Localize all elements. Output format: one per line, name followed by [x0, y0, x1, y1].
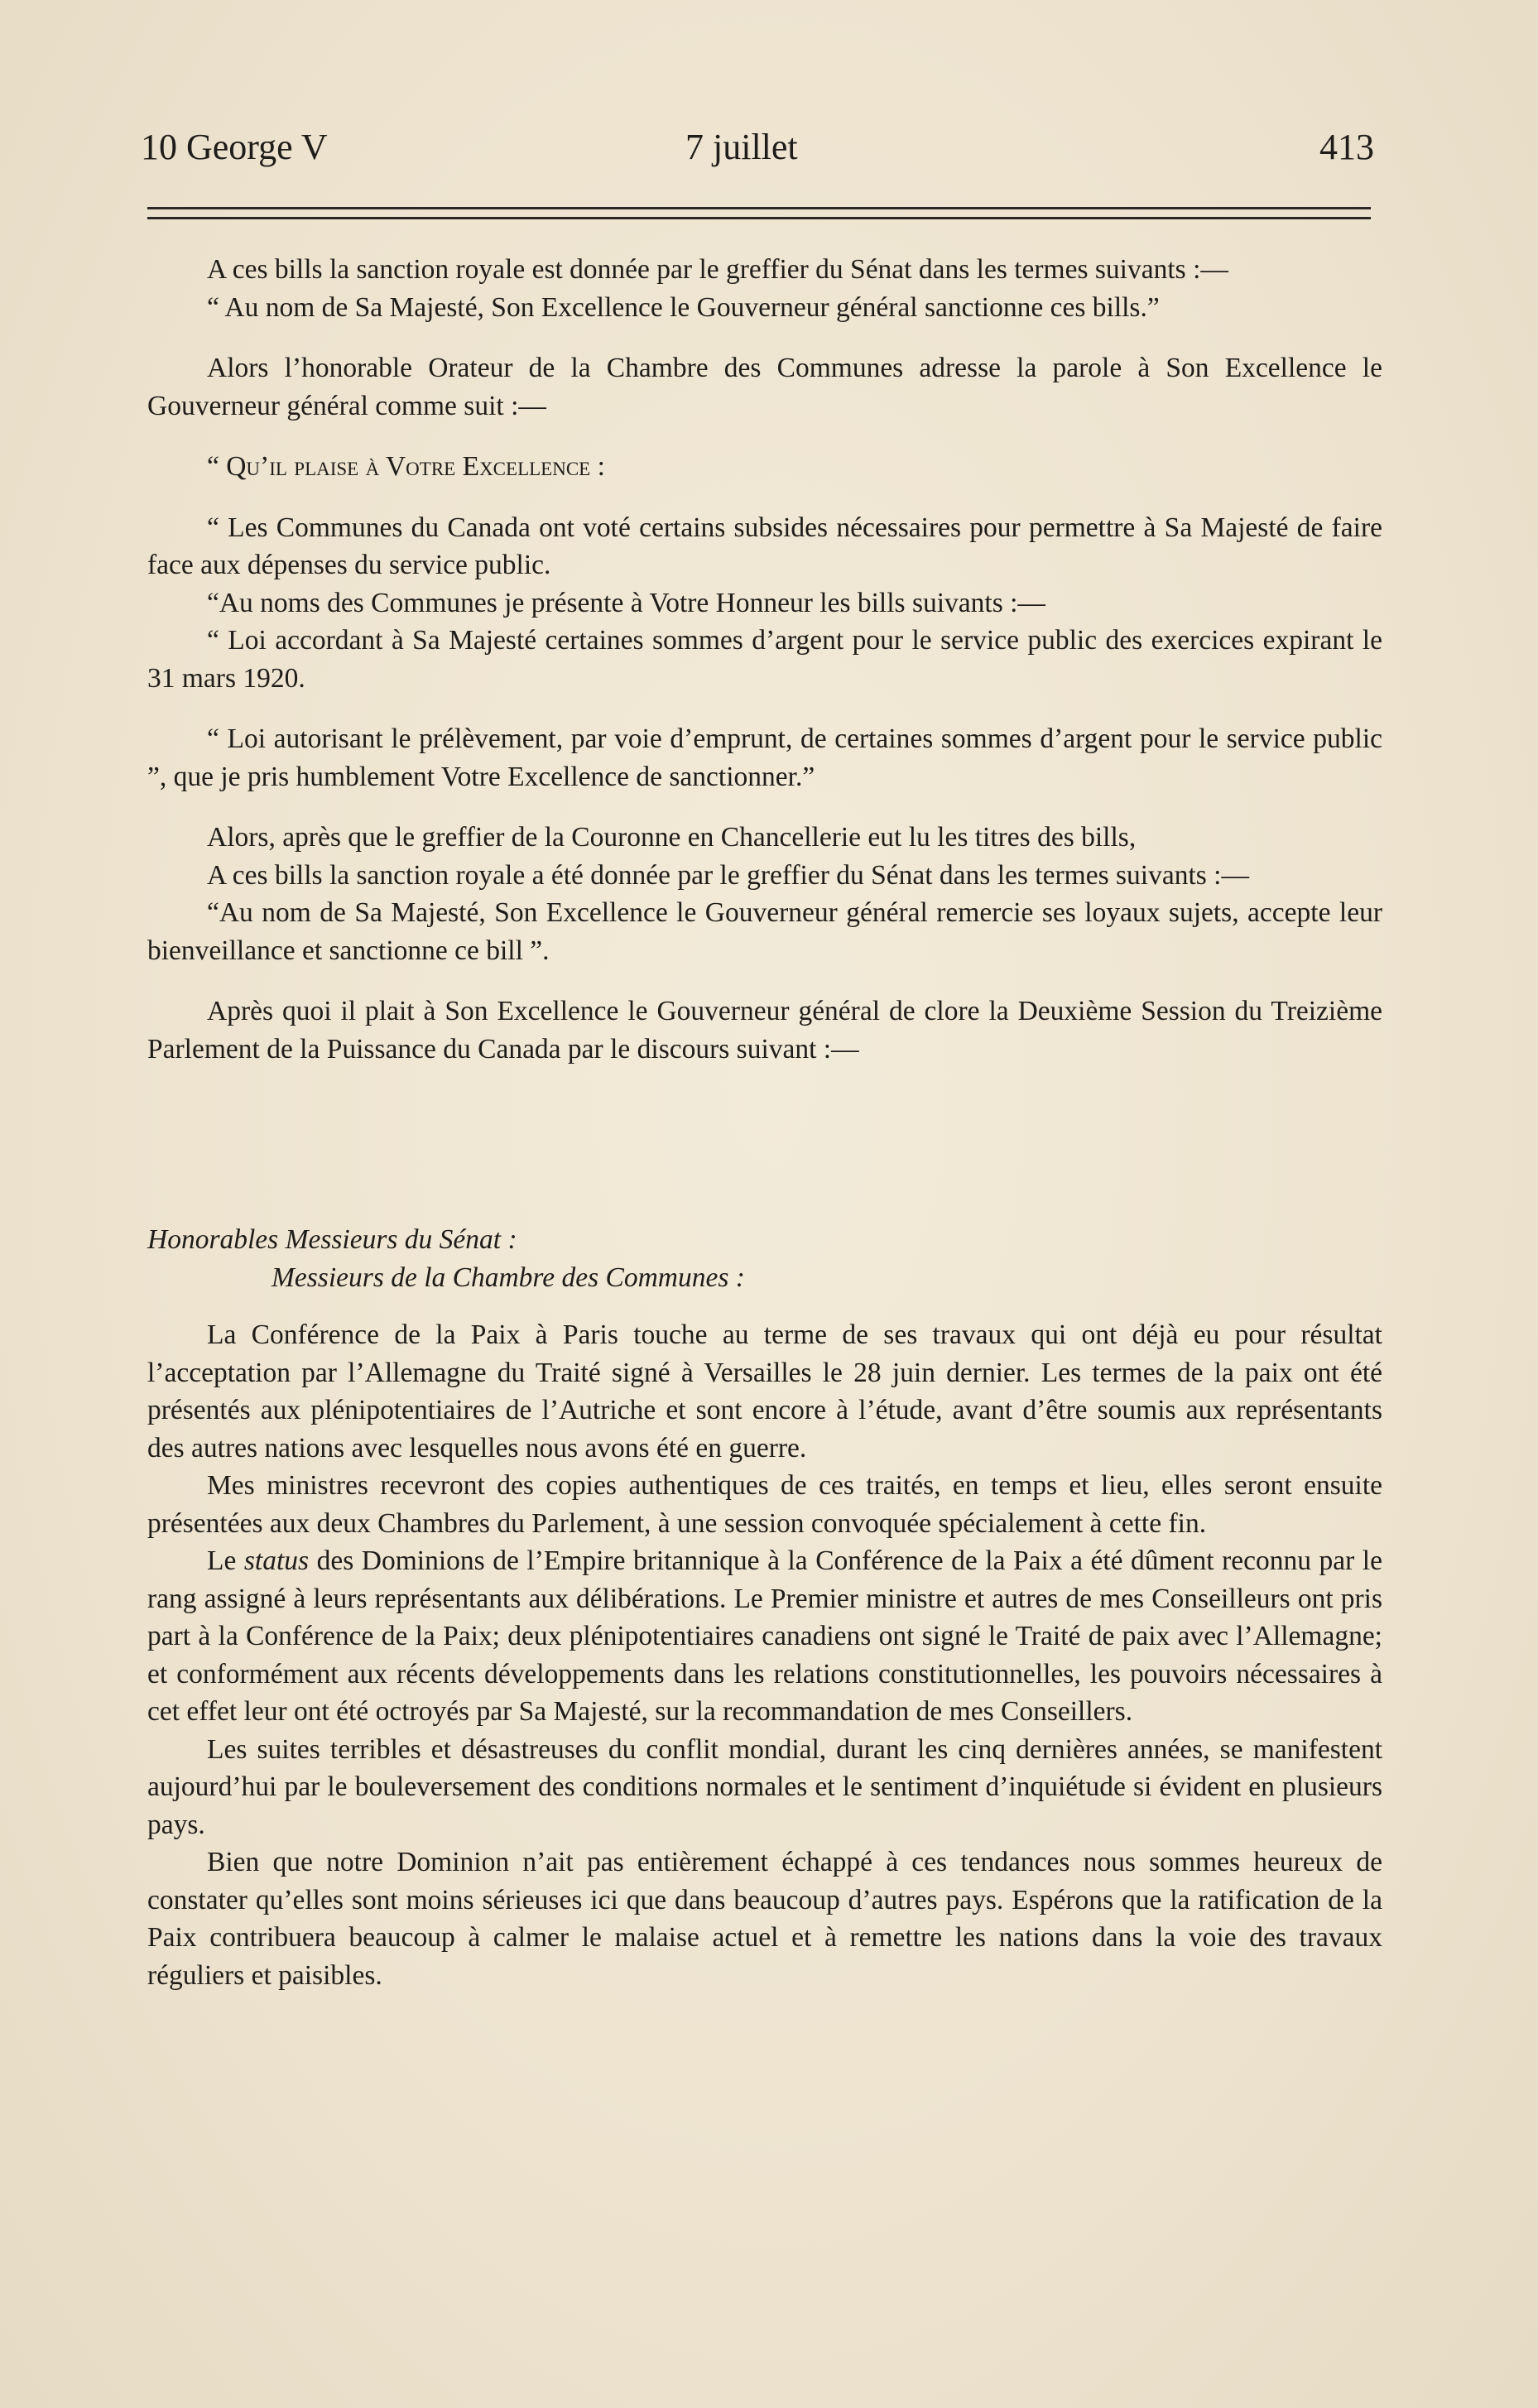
- address-heading: “ Qu’il plaise à Votre Excellence :: [207, 451, 605, 482]
- running-header: [141, 126, 1374, 184]
- speech-paragraph: La Conférence de la Paix à Paris touche au terme de ses travaux qui ont déjà eu pour résultat l’acceptation par l’Allemagne du Traité signé à Versailles le 28 juin dernier. Les termes de la paix ont été présentés aux plénipotentiaires de l’Autriche et sont encore à l’étude, avant d’être soumis aux représentants des autres nations avec lesquelles nous avons été en guerre.: [147, 1319, 1382, 1464]
- paragraph: A ces bills la sanction royale a été donnée par le greffier du Sénat dans les termes suivants :—: [207, 859, 1249, 891]
- header-rule-bottom: [147, 217, 1371, 219]
- throne-speech: [147, 1316, 1382, 1994]
- body-text: [147, 251, 1382, 1068]
- speech-paragraph: Mes ministres recevront des copies authentiques de ces traités, en temps et lieu, elles seront ensuite présentées aux deux Chambres du Parlement, à une session convoquée spécialement à cette fin.: [147, 1470, 1382, 1539]
- paragraph: “ Au nom de Sa Majesté, Son Excellence le Gouverneur général sanctionne ces bills.”: [207, 291, 1160, 323]
- paragraph: Après quoi il plait à Son Excellence le Gouverneur général de clore la Deuxième Session du Treizième Parlement de la Puissance du Canada par le discours suivant :—: [147, 996, 1382, 1065]
- paragraph: “ Les Communes du Canada ont voté certains subsides nécessaires pour permettre à Sa Majesté de faire face aux dépenses du service public.: [147, 512, 1382, 580]
- speech-text: des Dominions de l’Empire britannique à la Conférence de la Paix a été dûment reconnu par le rang assigné à leurs représentants aux délibérations. Le Premier ministre et autres de mes Conseilleurs ont pris part à la Conférence de la Paix; deux plénipotentiaires canadiens ont signé le Traité de paix avec l’Allemagne; et conformément aux récents développements dans les relations constitutionnelles, les pouvoirs nécessaires à cet effet leur ont été octroyés par Sa Majesté, sur la recommandation de mes Conseillers.: [147, 1545, 1382, 1727]
- paragraph: “ Loi accordant à Sa Majesté certaines sommes d’argent pour le service public des exercices expirant le 31 mars 1920.: [147, 625, 1382, 694]
- paragraph: “Au noms des Communes je présente à Votre Honneur les bills suivants :—: [207, 587, 1045, 618]
- speech-italic-term: status: [243, 1545, 310, 1576]
- paragraph: “ Loi autorisant le prélèvement, par voie d’emprunt, de certaines sommes d’argent pour le service public ”, que je pris humblement Votre Excellence de sanctionner.”: [147, 723, 1382, 792]
- salutation-senate: Honorables Messieurs du Sénat :: [147, 1224, 517, 1255]
- header-date: 7 juillet: [685, 127, 798, 167]
- salutation-commons: Messieurs de la Chambre des Communes :: [272, 1262, 745, 1293]
- paragraph: A ces bills la sanction royale est donnée par le greffier du Sénat dans les termes suivants :—: [207, 254, 1228, 285]
- header-regnal-year: 10 George V: [141, 127, 328, 167]
- paragraph: “Au nom de Sa Majesté, Son Excellence le Gouverneur général remercie ses loyaux sujets, accepte leur bienveillance et sanctionne ce bill ”.: [147, 897, 1382, 966]
- paragraph: Alors l’honorable Orateur de la Chambre des Communes adresse la parole à Son Excellence le Gouverneur général comme suit :—: [147, 353, 1382, 421]
- speech-salutation: [147, 1221, 1382, 1296]
- paragraph: Alors, après que le greffier de la Couronne en Chancellerie eut lu les titres des bills,: [207, 822, 1137, 853]
- speech-text: Le: [207, 1545, 244, 1576]
- speech-paragraph: Bien que notre Dominion n’ait pas entièrement échappé à ces tendances nous sommes heureux de constater qu’elles sont moins sérieuses ici que dans beaucoup d’autres pays. Espérons que la ratification de la Paix contribuera beaucoup à calmer le malaise actuel et à remettre les nations dans la voie des travaux réguliers et paisibles.: [147, 1847, 1382, 1991]
- speech-paragraph: [147, 1542, 1382, 1731]
- page-number: 413: [1319, 127, 1374, 167]
- header-rule-top: [147, 207, 1371, 209]
- speech-paragraph: Les suites terribles et désastreuses du conflit mondial, durant les cinq dernières années, se manifestent aujourd’hui par le bouleversement des conditions normales et le sentiment d’inquiétude si évident en plusieurs pays.: [147, 1733, 1382, 1840]
